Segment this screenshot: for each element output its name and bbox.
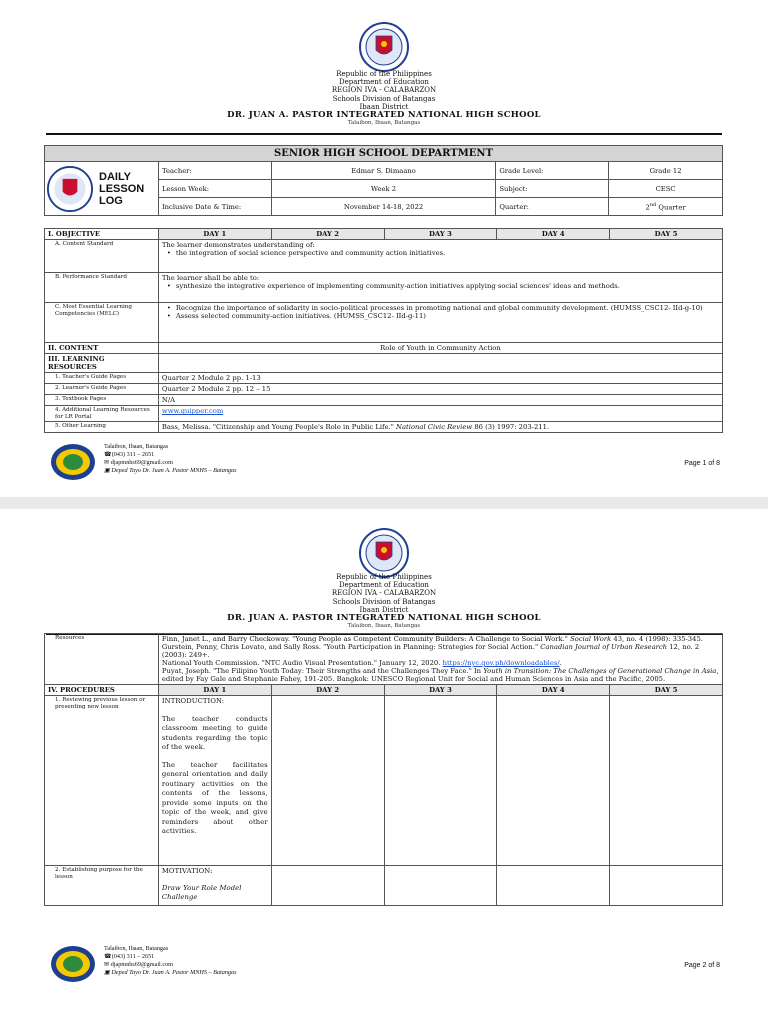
subject-value: CESC <box>609 180 723 198</box>
other-value: Bass, Melissa. "Citizenship and Young People's Role in Public Life." National Civic Review 86 (3) 1997: 203-211. <box>158 422 722 433</box>
day1-introduction: INTRODUCTION: The teacher conducts classroom meeting to guide students regarding the topic of the week. The teacher facilitates general orientation and daily routinary activities on the contents of the lessons, provide some inputs on the topic of the week, and give reminders about other activities. <box>158 696 271 866</box>
tg-value: Quarter 2 Module 2 pp. 1-13 <box>158 373 722 384</box>
footer-email: ✉ djapmnhs69@gmail.com <box>104 459 173 466</box>
day-header: DAY 3 <box>384 229 497 240</box>
page-1 <box>0 0 768 505</box>
division-text: Schools Division of Batangas <box>332 94 436 103</box>
establishing-label: 2. Establishing purpose for the lesson <box>45 866 159 906</box>
dll-lesson: LESSON <box>99 182 145 195</box>
department-text: Department of Education <box>339 78 429 87</box>
reviewing-label: 1. Reviewing previous lesson or presenting new lesson <box>45 696 159 866</box>
date-label: Inclusive Date & Time: <box>158 198 271 216</box>
resources-list: Finn, Janet L., and Barry Checkoway. "Young People as Competent Community Builders: A Challenge to Social Work." Social Work 43, no. 4 (1998): 335-345. Gurstein, Penny, Chris Lovato, and Sally Ross. "Youth Participation in Planning: Strategies for Social Action." Canadian Journal of Urban Research 12, no. 2 (2003): 249+. National Youth Commission. "NTC Audio Visual Presentation." January 12, 2020. https://nyc.gov.ph/downloadables/. Puyat, Joseph. "The Filipino Youth Today: Their Strengths and the Challenges They Face." In Youth in Transition: The Challenges of Generational Change in Asia, edited by Fay Gale and Stephanie Fahey, 191-205. Bangkok: UNESCO Regional Unit for Social and Human Sciences in Asia and the Pacific, 2005. <box>158 634 722 685</box>
subject-label: Subject: <box>496 180 609 198</box>
quarter-value: 2nd Quarter <box>609 198 723 216</box>
day-header: DAY 5 <box>610 229 723 240</box>
content-value: Role of Youth in Community Action <box>158 343 722 354</box>
quipper-link[interactable]: www.quipper.com <box>161 407 224 415</box>
week-label: Lesson Week: <box>158 180 271 198</box>
footer-facebook: ▣ Deped Tayo Dr. Juan A. Pastor MNHS – Batangas <box>104 467 237 474</box>
procedures-table <box>44 633 723 906</box>
dll-log: LOG <box>99 194 123 207</box>
textbook-label: 3. Textbook Pages <box>45 395 159 406</box>
lr-label: 4. Additional Learning Resources for LR Portal <box>45 406 159 422</box>
nyc-link[interactable]: https://nyc.gov.ph/downloadables/ <box>442 659 560 667</box>
district-text: Ibaan District <box>359 102 409 111</box>
page-number: Page 2 of 8 <box>684 962 720 969</box>
day-header: DAY 1 <box>158 685 271 696</box>
day-header: DAY 3 <box>384 685 497 696</box>
school-name: DR. JUAN A. PASTOR INTEGRATED NATIONAL HIGH SCHOOL <box>227 110 541 121</box>
quarter-label: Quarter: <box>496 198 609 216</box>
content-heading: II. CONTENT <box>45 343 159 354</box>
date-value: November 14-18, 2022 <box>271 198 496 216</box>
teacher-label: Teacher: <box>158 162 271 180</box>
teacher-value: Edmar S. Dimaano <box>271 162 496 180</box>
footer-phone: ☎(043) 311 – 2651 <box>104 451 155 458</box>
school-logo-icon <box>50 443 96 481</box>
performance-standard-cell: The learner shall be able to: • synthesize the integrative experience of implementing community-action initiatives applying social sciences' ideas and methods. <box>158 273 722 303</box>
lg-label: 2. Learner's Guide Pages <box>45 384 159 395</box>
letterhead <box>0 70 768 127</box>
footer-2: Talaibon, Ibaan, Batangas ☎(043) 311 – 2651 ✉ djapmnhs69@gmail.com ▣ Deped Tayo Dr. Juan A. Pastor MNHS – Batangas Page 2 of 8 <box>50 945 720 985</box>
day-header: DAY 2 <box>271 685 384 696</box>
resources-label: Resources <box>45 634 159 685</box>
textbook-value: N/A <box>158 395 722 406</box>
letterhead: Republic of the Philippines Department of Education REGION IVA - CALABARZON Schools Division of Batangas Ibaan District DR. JUAN A. PASTOR INTEGRATED NATIONAL HIGH SCHOOL Talaibon, Ibaan, Batangas <box>227 573 541 630</box>
tg-label: 1. Teacher's Guide Pages <box>45 373 159 384</box>
day-header: DAY 4 <box>497 685 610 696</box>
footer-address: Talaibon, Ibaan, Batangas <box>104 443 169 450</box>
day-header: DAY 4 <box>497 229 610 240</box>
content-standard-cell: The learner demonstrates understanding of: • the integration of social science perspective and community action initiatives. <box>158 240 722 273</box>
objectives-table <box>44 228 723 433</box>
page-number: Page 1 of 8 <box>684 460 720 467</box>
dll-header-table <box>44 145 723 216</box>
procedures-heading: IV. PROCEDURES <box>45 685 159 696</box>
objective-heading: I. OBJECTIVE <box>45 229 159 240</box>
deped-seal-icon <box>359 528 409 578</box>
school-logo-icon <box>50 945 96 983</box>
content-standard-label: A. Content Standard <box>45 240 159 273</box>
facebook-icon: ▣ <box>104 969 112 976</box>
deped-seal-small-icon <box>47 166 93 212</box>
lg-value: Quarter 2 Module 2 pp. 12 – 15 <box>158 384 722 395</box>
republic-text: Republic of the Philippines <box>336 70 432 78</box>
header-rule <box>46 133 722 135</box>
footer-1 <box>50 443 720 483</box>
melc-cell: • Recognize the importance of solidarity in socio-political processes in promoting national and global community development. (HUMSS_CSC12- IId-g-10) • Assess selected community-action initiatives. (HUMSS_CSC12- IId-g-11) <box>158 303 722 343</box>
day1-motivation: MOTIVATION: Draw Your Role Model Challenge <box>158 866 271 906</box>
dll-daily: DAILY <box>99 170 131 183</box>
other-label: 5. Other Learning <box>45 422 159 433</box>
grade-value: Grade 12 <box>609 162 723 180</box>
facebook-icon: ▣ <box>104 467 112 474</box>
day-header: DAY 2 <box>271 229 384 240</box>
week-value: Week 2 <box>271 180 496 198</box>
resources-heading: III. LEARNING RESOURCES <box>45 354 159 373</box>
department-title: SENIOR HIGH SCHOOL DEPARTMENT <box>45 146 723 162</box>
day-header: DAY 5 <box>610 685 723 696</box>
grade-label: Grade Level: <box>496 162 609 180</box>
region-text: REGION IVA - CALABARZON <box>331 86 437 95</box>
performance-standard-label: B. Performance Standard <box>45 273 159 303</box>
dll-cell <box>45 162 159 216</box>
school-location: Talaibon, Ibaan, Batangas <box>347 120 421 127</box>
deped-seal-icon <box>359 22 409 72</box>
melc-label: C. Most Essential Learning Competencies (MELC) <box>45 303 159 343</box>
day-header: DAY 1 <box>158 229 271 240</box>
